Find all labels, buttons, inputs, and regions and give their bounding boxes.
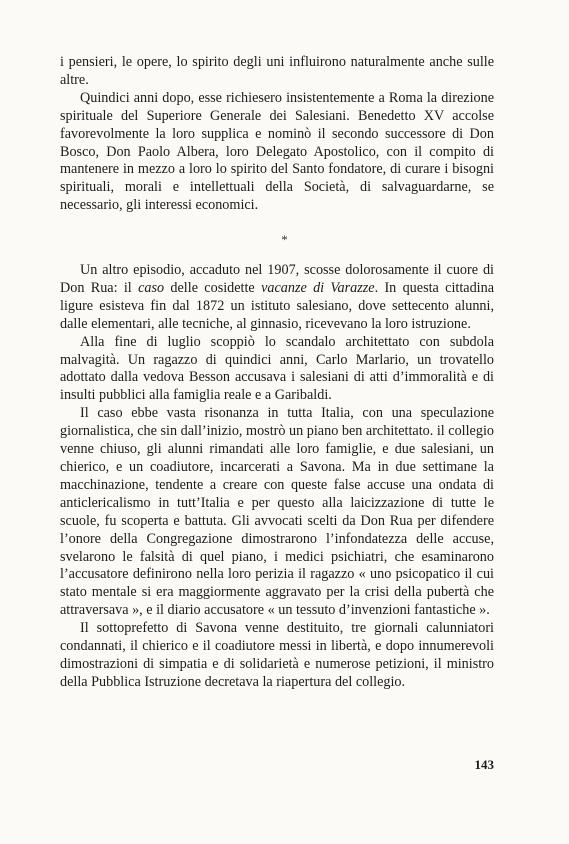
paragraph-varazze — [60, 262, 494, 334]
section-separator: * — [281, 232, 288, 247]
text-segment: Un altro episodio, accaduto nel 1907, scosse dolorosamente il cuore di Don Rua: il — [60, 262, 494, 296]
text-block-top — [60, 54, 494, 215]
paragraph-scandalo: Alla fine di luglio scoppiò lo scandalo architettato con subdola malvagità. Un ragazzo di quindici anni, Carlo Marlario, un trovatello adottato dalla vedova Besson accusava i salesiani di atti d’immoralità e di insulti pubblici alla famiglia reale e a Garibaldi. — [60, 333, 494, 404]
italic-term: vacanze di Varazze — [261, 279, 375, 296]
paragraph-risonanza: Il caso ebbe vasta risonanza in tutta Italia, con una speculazione giornalistica, che sin dall’inizio, mostrò un piano ben architettato. il collegio venne chiuso, gli alunni rimandati alle loro famiglie, e due salesiani, un chierico, e un coadiutore, incarcerati a Savona. Ma in due settimane la macchinazione, tendente a creare con queste false accuse una ondata di anticlericalismo in tutt’Italia e per questo alla laicizzazione di tutte le scuole, fu scoperta e battuta. Gli avvocati scelti da Don Rua per difendere l’onore della Congregazione dimostrarono l’infondatezza delle accuse, svelarono le falsità di quel piano, i medici psichiatri, che esaminarono l’accusatore definirono nella loro perizia il ragazzo « uno psicopatico il cui stato mentale si era maggiormente aggravato per la crisi della pubertà che attraversava », e il diario accusatore « un tessuto d’invenzioni fantastiche ». — [60, 405, 494, 619]
page-number: 143 — [474, 757, 494, 772]
text-segment: . In questa cittadina ligure esisteva fin dal 1872 un istituto salesiano, dove settecento alunni, dalle elementari, alle tecniche, al ginnasio, ricevevano la loro istruzione. — [60, 279, 494, 332]
paragraph-continuation: i pensieri, le opere, lo spirito degli uni influirono naturalmente anche sulle altre. — [60, 54, 494, 88]
paragraph-sottoprefetto: Il sottoprefetto di Savona venne destituito, tre giornali calunniatori condannati, il chierico e il coadiutore messi in libertà, e dopo innumerevoli dimostrazioni di simpatia e di solidarietà e numerose petizioni, il ministro della Pubblica Istruzione decretava la riapertura del collegio. — [60, 620, 494, 690]
paragraph-direzione: Quindici anni dopo, esse richiesero insistentemente a Roma la direzione spirituale del Superiore Generale dei Salesiani. Benedetto XV accolse favorevolmente la loro supplica e nominò il secondo successore di Don Bosco, Don Paolo Albera, loro Delegato Apostolico, con il compito di mantenere in mezzo a loro lo spirito del Santo fondatore, di curare i bisogni spirituali, morali e intellettuali della Società, di salvaguardarne, se necessario, gli interessi economici. — [60, 89, 494, 214]
italic-term: caso — [138, 279, 165, 296]
text-block-bottom — [60, 262, 494, 692]
text-segment: delle cosidette — [164, 279, 262, 296]
